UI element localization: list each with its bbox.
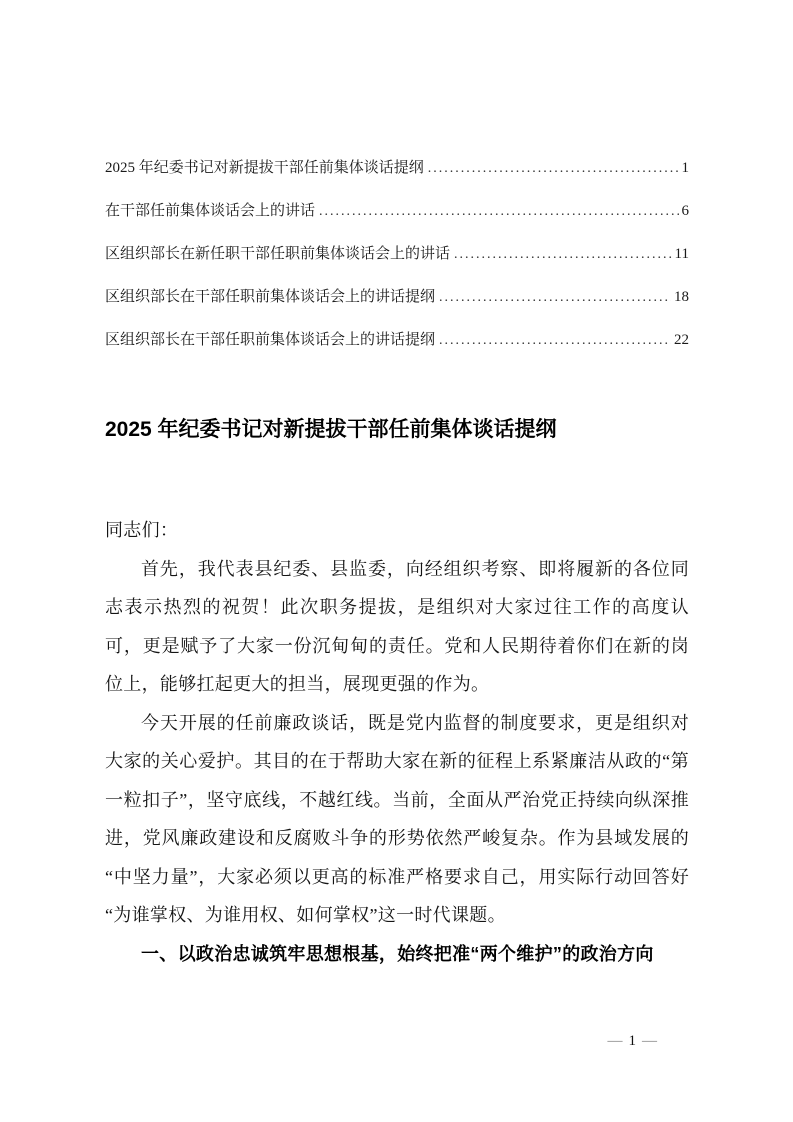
toc-entry[interactable] <box>105 158 689 179</box>
page-number-dash-left: — <box>607 1033 623 1049</box>
toc-entry[interactable] <box>105 201 689 222</box>
section-heading: 一、以政治忠诚筑牢思想根基，始终把准“两个维护”的政治方向 <box>141 943 654 964</box>
toc-leader-dots <box>428 158 679 179</box>
page-number <box>602 1031 664 1052</box>
document-title: 2025 年纪委书记对新提拔干部任前集体谈话提纲 <box>105 418 557 441</box>
toc-entry-page: 11 <box>674 246 689 262</box>
toc-entry-title: 区组织部长在干部任职前集体谈话会上的讲话提纲 <box>105 289 436 305</box>
toc-leader-dots <box>454 244 672 265</box>
toc-entry[interactable] <box>105 287 689 308</box>
body-paragraph: 首先，我代表县纪委、县监委，向经组织考察、即将履新的各位同志表示热烈的祝贺！此次职务提拔，是组织对大家过往工作的高度认可，更是赋予了大家一份沉甸甸的责任。党和人民期待着你们在新的岗位上，能够扛起更大的担当，展现更强的作为。 <box>105 558 689 694</box>
toc-entry-page: 6 <box>681 203 689 219</box>
page-number-value: 1 <box>628 1033 636 1049</box>
toc-entry-page: 1 <box>681 160 689 176</box>
body-paragraph: 今天开展的任前廉政谈话，既是党内监督的制度要求，更是组织对大家的关心爱护。其目的在于帮助大家在新的征程上系紧廉洁从政的“第一粒扣子”，坚守底线，不越红线。当前，全面从严治党正持续向纵深推进，党风廉政建设和反腐败斗争的形势依然严峻复杂。作为县域发展的“中坚力量”，大家必须以更高的标准严格要求自己，用实际行动回答好“为谁掌权、为谁用权、如何掌权”这一时代课题。 <box>105 712 689 925</box>
toc-entry[interactable] <box>105 330 689 351</box>
toc-entry-title: 在干部任前集体谈话会上的讲话 <box>105 203 316 219</box>
table-of-contents <box>105 0 689 351</box>
document-body <box>105 511 689 973</box>
toc-entry-title: 区组织部长在新任职干部任职前集体谈话会上的讲话 <box>105 246 451 262</box>
toc-entry-title: 2025 年纪委书记对新提拔干部任前集体谈话提纲 <box>105 160 424 176</box>
toc-entry-page: 18 <box>674 289 689 305</box>
toc-leader-dots <box>319 201 678 222</box>
page-number-dash-right: — <box>642 1033 657 1049</box>
toc-entry[interactable] <box>105 244 689 265</box>
toc-entry-title: 区组织部长在干部任职前集体谈话会上的讲话提纲 <box>105 332 436 348</box>
toc-leader-dots <box>439 330 671 351</box>
salutation: 同志们： <box>105 520 179 540</box>
toc-leader-dots <box>439 287 671 308</box>
toc-entry-page: 22 <box>674 332 689 348</box>
